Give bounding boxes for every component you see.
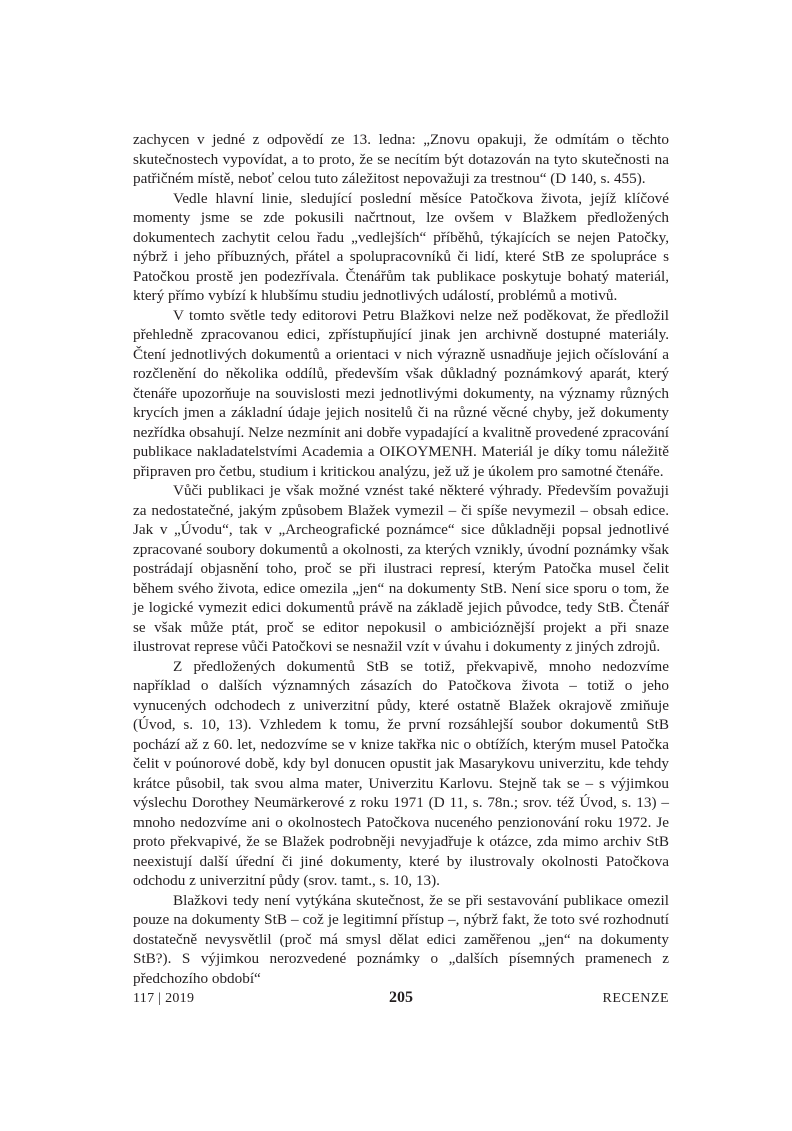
paragraph-3: V tomto světle tedy editorovi Petru Blažkovi nelze než poděkovat, že předložil přehledně zpracovanou edici, zpřístupňující jinak jen archivně dostupné materiály. Čtení jednotlivých dokumentů a orientaci v nich výrazně usnadňuje jejich očíslování a rozčlenění do několika oddílů, především však důkladný poznámkový aparát, který čtenáře upozorňuje na souvislosti mezi jednotlivými dokumenty, na významy různých krycích jmen a základní údaje jejich nositelů či na různé věcné chyby, jež dokumenty nezřídka obsahují. Nelze nezmínit ani dobře vypadající a kvalitně provedené zpracování publikace nakladatelstvími Academia a OIKOYMENH. Materiál je díky tomu náležitě připraven pro četbu, studium i kritickou analýzu, jež už je úkolem pro samotné čtenáře. [133,306,669,480]
paragraph-4: Vůči publikaci je však možné vznést také některé výhrady. Především považuji za nedostatečné, jakým způsobem Blažek vymezil – či spíše nevymezil – obsah edice. Jak v „Úvodu“, tak v „Archeografické poznámce“ sice důkladněji popsal jednotlivé zpracované soubory dokumentů a okolnosti, za kterých vznikly, úvodní poznámky však postrádají objasnění toho, proč se při ilustraci represí, kterým Patočka musel čelit během svého života, edice omezila „jen“ na dokumenty StB. Není sice sporu o tom, že je logické vymezit edici dokumentů právě na základě jejich původce, tedy StB. Čtenář se však může ptát, proč se editor nepokusil o ambicióznější projekt a při snaze ilustrovat represe vůči Patočkovi se nesnažil vzít v úvahu i dokumenty z jiných zdrojů. [133,482,669,655]
page-footer [133,989,669,1011]
article-body [133,130,669,988]
paragraph-2: Vedle hlavní linie, sledující poslední měsíce Patočkova života, jejíž klíčové momenty jsme se zde pokusili načrtnout, lze ovšem v Blažkem předložených dokumentech zachytit celou řadu „vedlejších“ příběhů, týkajících se nejen Patočky, nýbrž i jeho příbuzných, přátel a spolupracovníků či lidí, které StB ze spolupráce s Patočkou prostě jen podezřívala. Čtenářům tak publikace poskytuje bohatý materiál, který přímo vybízí k hlubšímu studiu jednotlivých událostí, problémů a motivů. [133,189,669,304]
paragraph-5: Z předložených dokumentů StB se totiž, překvapivě, mnoho nedozvíme například o dalších významných zásazích do Patočkova života – totiž o jeho vynucených odchodech z univerzitní půdy, které ostatně Blažek okrajově zmiňuje (Úvod, s. 10, 13). Vzhledem k tomu, že první rozsáhlejší soubor dokumentů StB pochází až z 60. let, nedozvíme se v knize takřka nic o obtížích, kterým musel Patočka čelit v poúnorové době, kdy byl donucen opustit jak Masarykovu univerzitu, kde tehdy krátce působil, tak svou alma mater, Univerzitu Karlovu. Stejně tak se – s výjimkou výslechu Dorothey Neumärkerové z roku 1971 (D 11, s. 78n.; srov. též Úvod, s. 13) – mnoho nedozvíme ani o okolnostech Patočkova nuceného penzionování roku 1972. Je proto překvapivé, že se Blažek podrobněji nevyjadřuje k otázce, zda mimo archiv StB neexistují další úřední či jiné dokumenty, které by ilustrovaly okolnosti Patočkova odchodu z univerzitní půdy (srov. tamt., s. 10, 13). [133,657,669,889]
paragraph-1: zachycen v jedné z odpovědí ze 13. ledna: „Znovu opakuji, že odmítám o těchto skutečnostech vypovídat, a to proto, že se necítím být dotazován na tyto skutečnosti na patřičném místě, neboť celou tuto záležitost nepovažuji za trestnou“ (D 140, s. 455). [133,131,669,187]
page-number: 205 [389,989,413,1006]
issue-label: 117 | 2019 [133,991,195,1006]
section-label: RECENZE [602,991,669,1006]
paragraph-6: Blažkovi tedy není vytýkána skutečnost, že se při sestavování publikace omezil pouze na dokumenty StB – což je legitimní přístup –, nýbrž fakt, že toto své rozhodnutí dostatečně nevysvětlil (proč má smysl dělat edici zaměřenou „jen“ na dokumenty StB?). S výjimkou nerozvedené poznámky o „dalších písemných pramenech z předchozího období“ [133,891,669,987]
